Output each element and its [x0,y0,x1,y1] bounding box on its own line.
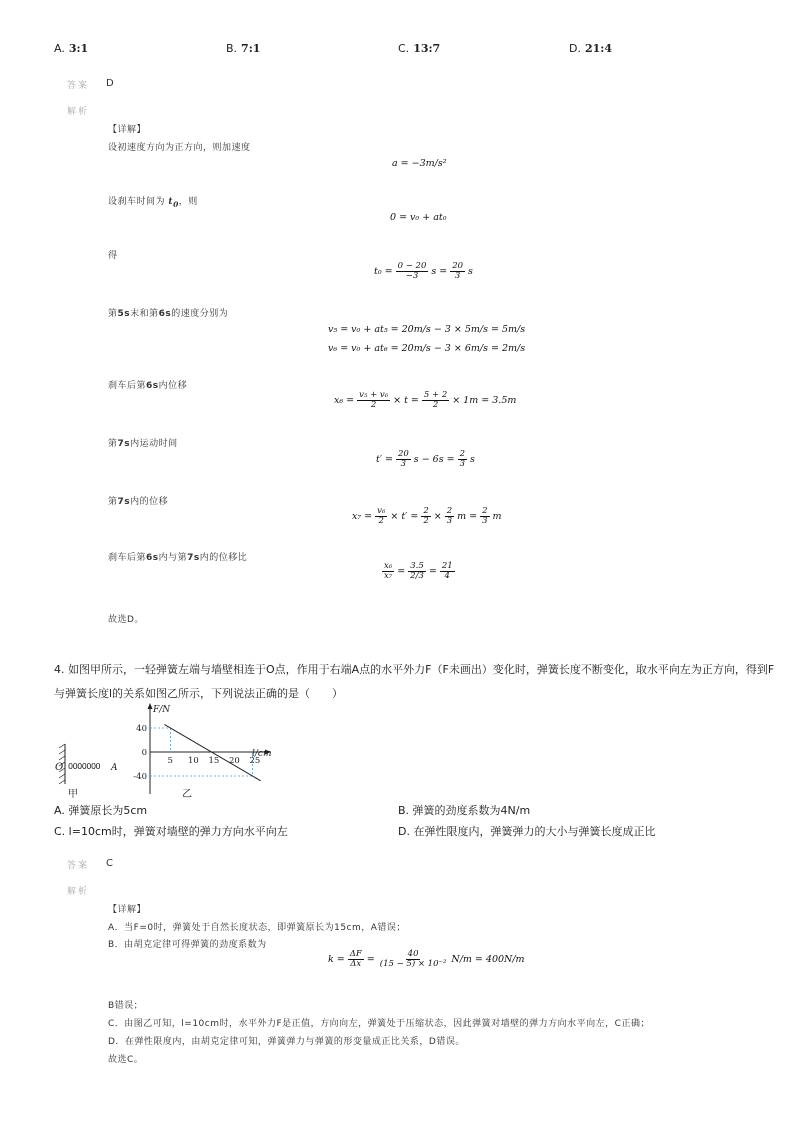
spring-coil: 0000000 [68,762,101,771]
option-d: D. 21:4 [569,42,612,55]
equation-acceleration: a = −3m/s² [392,158,447,169]
option-a: A. 3:1 [54,42,89,55]
answer-label: 答案 [67,81,90,91]
solution-line: 得 [108,251,118,261]
x-tick-label: 20 [229,756,240,766]
x-axis-label: l/cm [252,749,272,759]
wall-hatch [59,780,65,784]
equation-ratio: $\frac{\text{x₆}}{\text{x₇}}$ = $\frac{3.5}{2/3}$ = $\frac{21}{4}$ [384,561,453,581]
solution-line: D．在弹性限度内，由胡克定律可知，弹簧弹力与弹簧的形变量成正比关系，D错误。 [108,1037,465,1047]
solution-conclusion: 故选D。 [108,615,144,625]
y-tick-label: 0 [141,748,147,758]
solution-line: B错误； [108,1001,144,1011]
solution-line: 刹车后第6s内与第7s内的位移比 [108,553,248,563]
force-length-chart [128,700,288,800]
solution-line: 刹车后第6s内位移 [108,381,188,391]
y-tick-label: -40 [133,772,147,782]
figure-label-jia: 甲 [68,789,78,800]
wall-hatch [59,756,65,760]
option-c: C. 13:7 [398,42,441,55]
figure-chart [128,700,288,800]
point-o-label: O [55,762,64,773]
figure-spring [55,742,125,792]
series-line [164,724,260,780]
solution-line: 第7s内的位移 [108,497,169,507]
equation-x6: x₆ = $\frac{\text{v₅ + v₆}}{2}$ × t = $\frac{5 + 2}{2}$ × 1m = 3.5m [334,390,517,410]
choice-b: B. 弹簧的劲度系数为4N/m [398,804,531,817]
y-axis-label: F/N [153,705,171,715]
point-a-label: A [111,763,118,773]
equation-k: k = $\frac{\Delta F}{\Delta x}$ = $\frac{40}{\text{(15 − 5) × 10⁻²}}$ N/m = 400N/m [328,949,525,969]
x-tick-label: 5 [167,756,173,766]
question-stem: 与弹簧长度l的关系如图乙所示，下列说法正确的是（ ） [54,687,344,700]
detail-heading: 【详解】 [108,125,147,135]
choice-c: C. l=10cm时，弹簧对墙壁的弹力方向水平向左 [54,825,288,838]
y-axis-arrow [148,703,153,709]
choice-a: A. 弹簧原长为5cm [54,804,148,817]
analysis-label: 解析 [67,887,90,897]
solution-line: 设刹车时间为 $t_0$，则 [108,197,198,209]
solution-line: 第5s末和第6s的速度分别为 [108,309,229,319]
spring-diagram-svg [55,742,125,792]
x-tick-label: 10 [188,756,199,766]
equation-brake-time: 0 = v₀ + at₀ [390,212,447,223]
detail-heading: 【详解】 [108,905,147,915]
solution-conclusion: 故选C。 [108,1055,144,1065]
equation-t0: t₀ = $\frac{0 - 20}{-3}$ s = $\frac{20}{3}$ s [374,261,473,281]
equation-v6: v₆ = v₀ + at₆ = 20m/s − 3 × 6m/s = 2m/s [328,343,526,354]
equation-t-prime: t′ = $\frac{20}{3}$ s − 6s = $\frac{2}{3}$ s [376,449,475,469]
solution-line: A．当F=0时，弹簧处于自然长度状态，即弹簧原长为15cm，A错误； [108,923,406,933]
equation-x7: x₇ = $\frac{\text{v₆}}{2}$ × t′ = $\frac{2}{2}$ × $\frac{2}{3}$ m = $\frac{2}{3}$ m [352,506,502,526]
x-tick-label: 15 [208,756,220,766]
answer-value: C [106,858,113,869]
question-stem: 4. 如图甲所示，一轻弹簧左端与墙壁相连于O点，作用于右端A点的水平外力F（F未画出）变化时，弹簧长度不断变化，取水平向左为正方向，得到F [54,663,775,676]
wall-hatch [59,744,65,748]
x-tick-label: 25 [249,756,261,766]
answer-value: D [106,78,114,89]
answer-label: 答案 [67,861,90,871]
choice-d: D. 在弹性限度内，弹簧弹力的大小与弹簧长度成正比 [398,825,656,838]
wall-hatch [59,774,65,778]
analysis-label: 解析 [67,107,90,117]
equation-v5: v₅ = v₀ + at₅ = 20m/s − 3 × 5m/s = 5m/s [328,324,526,335]
solution-line: 第7s内运动时间 [108,439,178,449]
figure-label-yi: 乙 [182,789,192,800]
solution-line: 设初速度方向为正方向，则加速度 [108,143,251,153]
wall-hatch [59,750,65,754]
solution-line: B．由胡克定律可得弹簧的劲度系数为 [108,940,267,950]
option-b: B. 7:1 [226,42,261,55]
y-tick-label: 40 [136,724,147,734]
solution-line: C．由图乙可知，l=10cm时，水平外力F是正值，方向向左，弹簧处于压缩状态，因此弹簧对墙壁的弹力方向水平向左，C正确； [108,1019,650,1029]
